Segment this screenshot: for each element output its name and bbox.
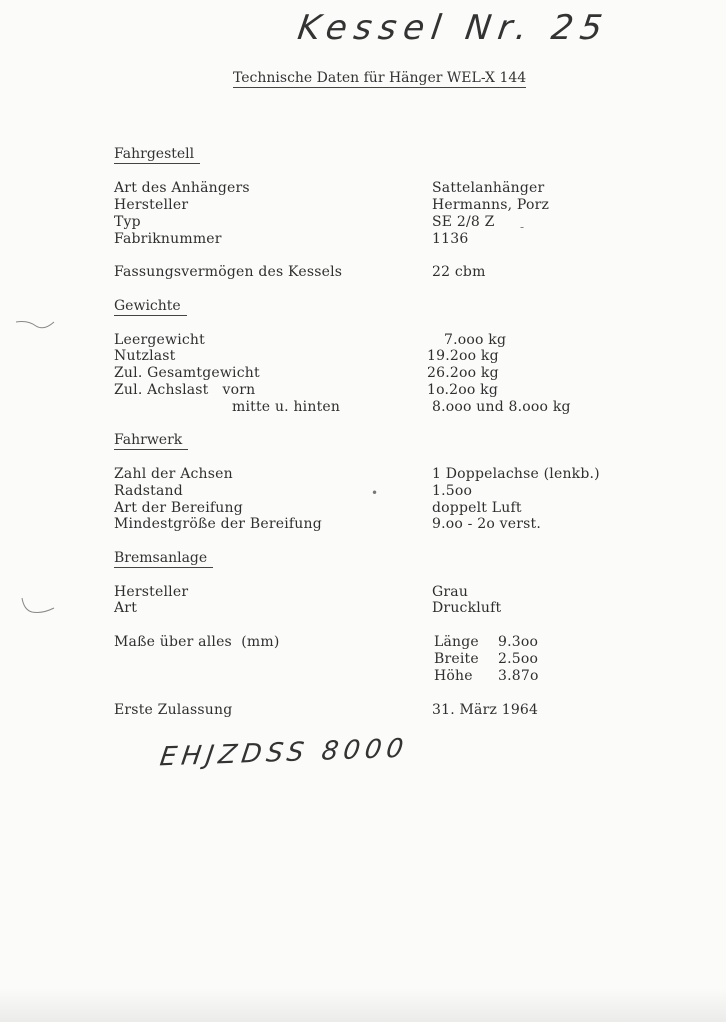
value-mitte-u-hinten: 8.ooo und 8.ooo kg <box>432 399 571 415</box>
dimension-value-hoehe: 3.87o <box>498 668 539 684</box>
value-art-des-anhaengers: Sattelanhänger <box>432 180 545 196</box>
value-hersteller: Hermanns, Porz <box>432 197 550 213</box>
label-typ: Typ <box>114 214 141 230</box>
value-zul-achslast-vorn: 1o.2oo kg <box>427 382 499 398</box>
scan-mark-left-upper <box>14 316 58 336</box>
label-fassungsvermoegen: Fassungsvermögen des Kessels <box>114 264 343 280</box>
section-heading-bremsanlage: Bremsanlage <box>114 550 213 568</box>
label-zahl-der-achsen: Zahl der Achsen <box>114 466 233 482</box>
label-brems-art: Art <box>114 600 138 616</box>
value-zahl-der-achsen: 1 Doppelachse (lenkb.) <box>432 466 600 482</box>
value-erste-zulassung: 31. März 1964 <box>432 702 539 718</box>
label-zul-achslast-vorn: Zul. Achslast vorn <box>114 382 256 398</box>
value-mindestgroesse-bereifung: 9.oo - 2o verst. <box>432 516 541 532</box>
value-art-der-bereifung: doppelt Luft <box>432 500 522 516</box>
scan-dash: - <box>520 220 525 234</box>
label-brems-hersteller: Hersteller <box>114 584 189 600</box>
label-radstand: Radstand <box>114 483 183 499</box>
section-heading-fahrgestell: Fahrgestell <box>114 146 200 164</box>
dimension-value-breite: 2.5oo <box>498 651 539 667</box>
section-heading-gewichte: Gewichte <box>114 298 187 316</box>
label-leergewicht: Leergewicht <box>114 332 205 348</box>
value-zul-gesamtgewicht: 26.2oo kg <box>427 365 499 381</box>
label-hersteller: Hersteller <box>114 197 189 213</box>
value-brems-hersteller: Grau <box>432 584 469 600</box>
label-art-der-bereifung: Art der Bereifung <box>114 500 243 516</box>
value-nutzlast: 19.2oo kg <box>427 348 499 364</box>
handwritten-top-note: Kessel Nr. 25 <box>295 8 612 48</box>
label-zul-gesamtgewicht: Zul. Gesamtgewicht <box>114 365 260 381</box>
label-masse-ueber-alles: Maße über alles (mm) <box>114 634 280 650</box>
value-fabriknummer: 1136 <box>432 231 469 247</box>
value-radstand: 1.5oo <box>432 483 473 499</box>
dimension-name-hoehe: Höhe <box>434 668 473 684</box>
page-bottom-edge <box>0 988 726 1022</box>
label-erste-zulassung: Erste Zulassung <box>114 702 233 718</box>
label-fabriknummer: Fabriknummer <box>114 231 222 247</box>
label-art-des-anhaengers: Art des Anhängers <box>114 180 250 196</box>
dimension-name-breite: Breite <box>434 651 479 667</box>
value-typ: SE 2/8 Z <box>432 214 495 230</box>
scan-mark-left-lower <box>18 596 58 620</box>
label-mitte-u-hinten: mitte u. hinten <box>232 399 341 415</box>
handwritten-bottom-note: EHJZDSS 8000 <box>157 733 411 773</box>
document-title: Technische Daten für Hänger WEL-X 144 <box>233 70 527 86</box>
label-nutzlast: Nutzlast <box>114 348 176 364</box>
dimension-name-laenge: Länge <box>434 634 479 650</box>
value-fassungsvermoegen: 22 cbm <box>432 264 486 280</box>
value-brems-art: Druckluft <box>432 600 502 616</box>
label-mindestgroesse-bereifung: Mindestgröße der Bereifung <box>114 516 322 532</box>
scan-dot: • <box>371 486 379 500</box>
dimension-value-laenge: 9.3oo <box>498 634 539 650</box>
value-leergewicht: 7.ooo kg <box>444 332 507 348</box>
section-heading-fahrwerk: Fahrwerk <box>114 432 188 450</box>
